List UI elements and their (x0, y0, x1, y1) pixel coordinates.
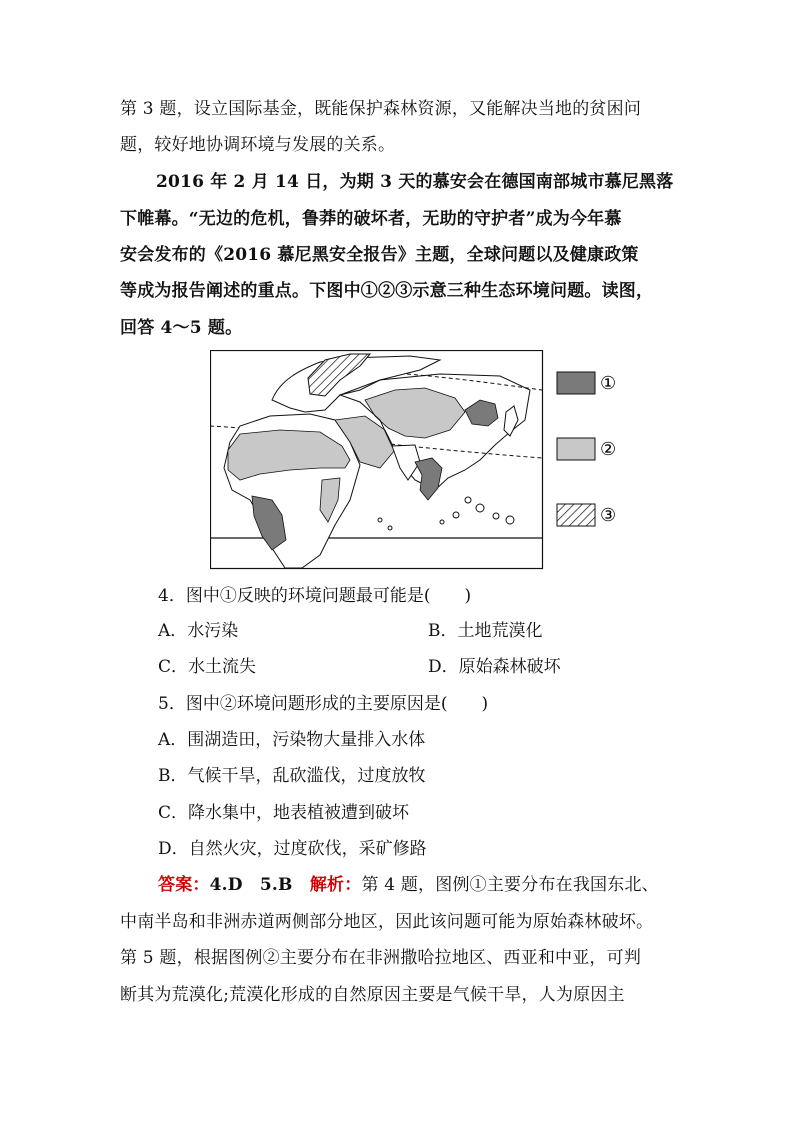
legend-label-2: ② (600, 439, 617, 460)
environment-problem-map (210, 350, 622, 570)
answer-line-1 (158, 874, 718, 896)
analysis-line-3: 第 5 题，根据图例②主要分布在非洲撒哈拉地区、西亚和中亚，可判 (120, 948, 642, 968)
question-5-option-d[interactable]: D．自然火灾，过度砍伐，采矿修路 (158, 839, 427, 859)
question-4-option-d[interactable]: D．原始森林破坏 (428, 657, 561, 677)
legend-swatch-3 (557, 504, 595, 526)
analysis-line-4: 断其为荒漠化;荒漠化形成的自然原因主要是气候干旱，人为原因主 (120, 985, 625, 1005)
legend-label-3: ③ (600, 505, 617, 526)
question-4-stem: 4．图中①反映的环境问题最可能是( ) (158, 586, 472, 606)
analysis-line-2: 中南半岛和非洲赤道两侧部分地区，因此该问题可能为原始森林破坏。 (120, 912, 654, 932)
analysis-text-1: 第 4 题，图例①主要分布在我国东北、 (361, 875, 659, 895)
passage-line-3: 安会发布的《2016 慕尼黑安全报告》主题，全球问题以及健康政策 (120, 245, 639, 265)
legend-swatch-1 (557, 372, 595, 394)
passage-line-4: 等成为报告阐述的重点。下图中①②③示意三种生态环境问题。读图， (120, 281, 654, 301)
map-svg (210, 350, 622, 570)
legend-swatch-2 (557, 438, 595, 460)
question-5-option-b[interactable]: B．气候干旱，乱砍滥伐，过度放牧 (158, 766, 426, 786)
question-5-stem: 5．图中②环境问题形成的主要原因是( ) (158, 694, 489, 714)
intro-line-1: 第 3 题，设立国际基金，既能保护森林资源，又能解决当地的贫困问 (120, 99, 642, 119)
question-4-option-c[interactable]: C．水土流失 (158, 657, 257, 677)
legend-label-1: ① (600, 373, 617, 394)
passage-line-2: 下帷幕。“无边的危机，鲁莽的破坏者，无助的守护者”成为今年慕 (120, 209, 622, 229)
intro-line-2: 题，较好地协调环境与发展的关系。 (120, 135, 396, 155)
question-5-option-c[interactable]: C．降水集中，地表植被遭到破坏 (158, 803, 410, 823)
answer-label: 答案： (158, 875, 210, 895)
passage-line-5: 回答 4～5 题。 (120, 318, 243, 338)
question-4-option-b[interactable]: B．土地荒漠化 (428, 621, 543, 641)
question-5-option-a[interactable]: A．围湖造田，污染物大量排入水体 (158, 730, 426, 750)
answer-values: 4.D 5.B (209, 875, 310, 895)
passage-line-1: 2016 年 2 月 14 日，为期 3 天的慕安会在德国南部城市慕尼黑落 (156, 172, 674, 192)
question-4-option-a[interactable]: A．水污染 (158, 621, 239, 641)
analysis-label: 解析： (309, 875, 362, 895)
